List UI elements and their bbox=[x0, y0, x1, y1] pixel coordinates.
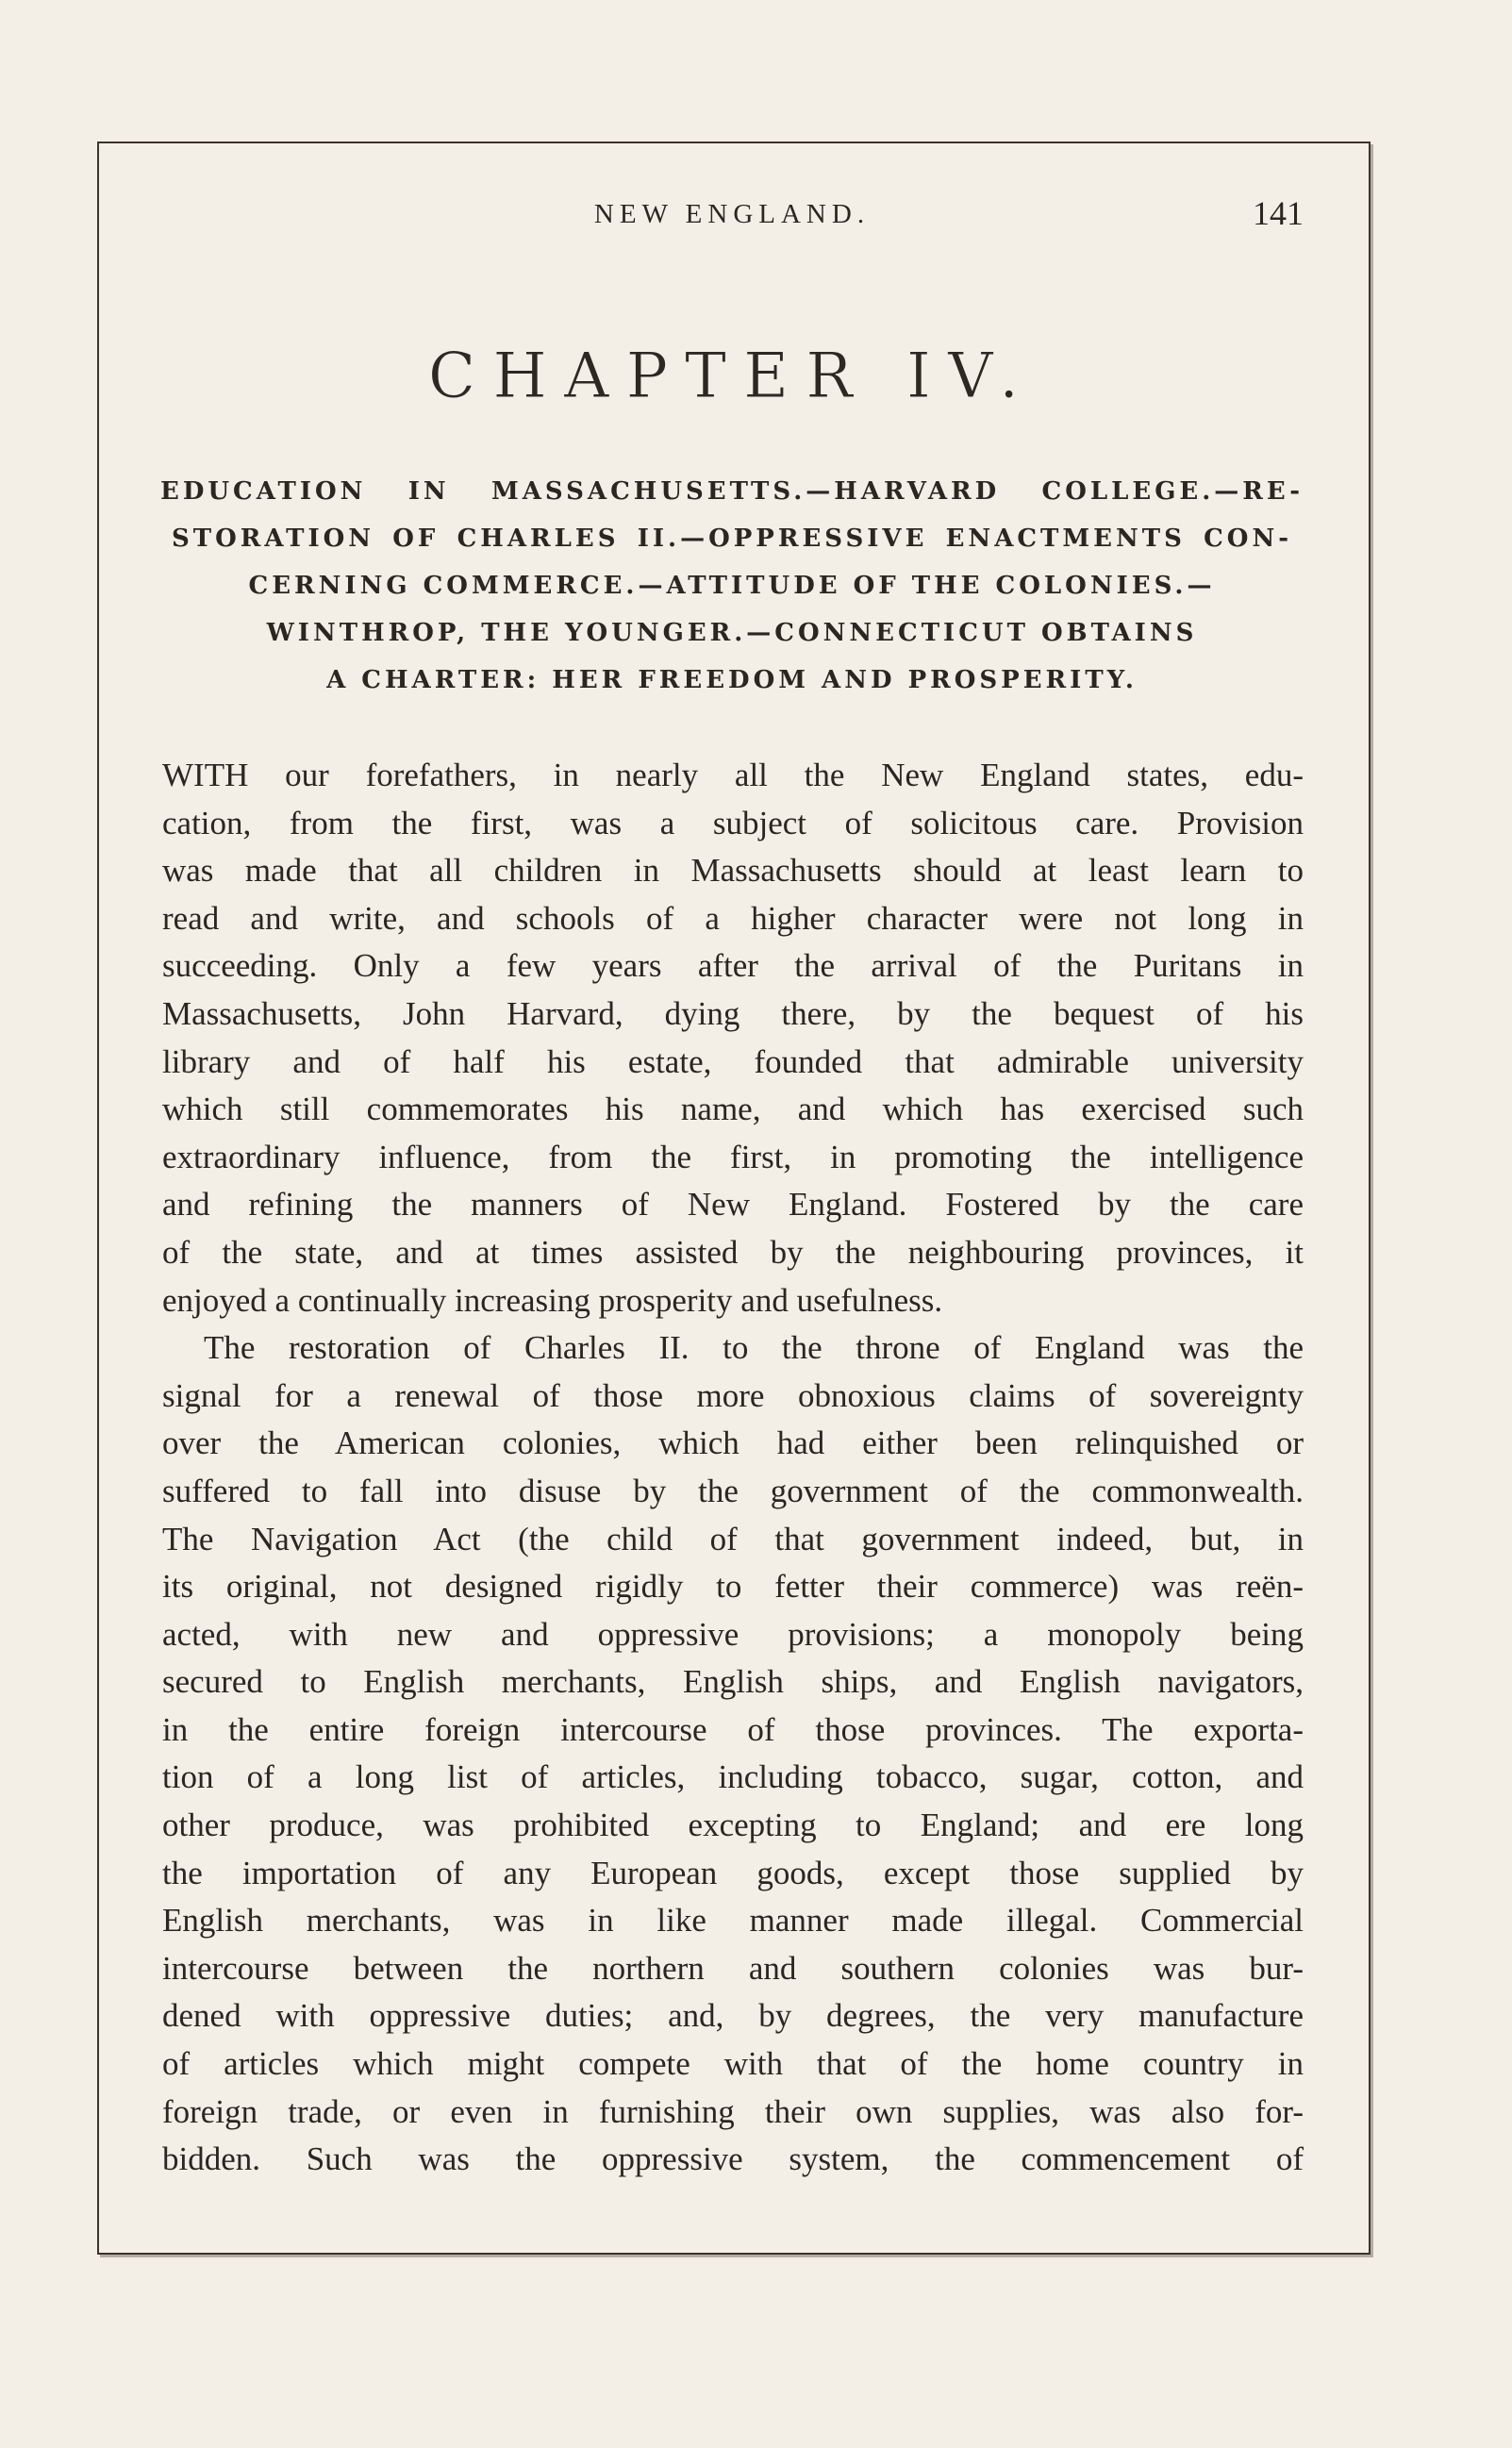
body-line: tion of a long list of articles, including tobacco, sugar, cotton, and bbox=[162, 1758, 1304, 1796]
chapter-synopsis bbox=[160, 468, 1304, 704]
body-line: cation, from the first, was a subject of solicitous care. Provision bbox=[162, 804, 1304, 841]
drop-word: WITH bbox=[162, 757, 249, 793]
body-line: extraordinary influence, from the first, in promoting the intelligence bbox=[162, 1138, 1304, 1175]
running-head bbox=[160, 193, 1304, 241]
body-line: dened with oppressive duties; and, by degrees, the very manufacture bbox=[162, 1997, 1304, 2035]
body-line: Massachusetts, John Harvard, dying there, by the bequest of his bbox=[162, 994, 1304, 1032]
body-line: in the entire foreign intercourse of those provinces. The exporta- bbox=[162, 1710, 1304, 1748]
synopsis-line: WINTHROP, THE YOUNGER.—CONNECTICUT OBTAINS bbox=[266, 619, 1198, 647]
synopsis-line: A CHARTER: HER FREEDOM AND PROSPERITY. bbox=[326, 666, 1138, 694]
body-line: The Navigation Act (the child of that government indeed, but, in bbox=[162, 1520, 1304, 1557]
running-title: NEW ENGLAND. bbox=[593, 199, 871, 229]
body-line: the importation of any European goods, except those supplied by bbox=[162, 1854, 1304, 1891]
body-text bbox=[162, 752, 1304, 2184]
body-line: secured to English merchants, English ships, and English navigators, bbox=[162, 1663, 1304, 1701]
body-line: read and write, and schools of a higher character were not long in bbox=[162, 899, 1304, 937]
body-line: of articles which might compete with that of the home country in bbox=[162, 2045, 1304, 2083]
body-line: bidden. Such was the oppressive system, the commencement of bbox=[162, 2140, 1304, 2178]
synopsis-line: CERNING COMMERCE.—ATTITUDE OF THE COLONIES.— bbox=[248, 572, 1216, 600]
page-number: 141 bbox=[1253, 194, 1304, 232]
body-line: enjoyed a continually increasing prosperity and usefulness. bbox=[162, 1281, 943, 1319]
body-line: suffered to fall into disuse by the government of the commonwealth. bbox=[162, 1472, 1304, 1509]
synopsis-line: EDUCATION IN MASSACHUSETTS.—HARVARD COLLEGE.—RE- bbox=[160, 477, 1304, 506]
body-line: over the American colonies, which had either been relinquished or bbox=[162, 1424, 1304, 1462]
body-line: WITH our forefathers, in nearly all the New England states, edu- bbox=[162, 757, 1304, 793]
body-line: library and of half his estate, founded that admirable university bbox=[162, 1042, 1304, 1080]
body-line: intercourse between the northern and southern colonies was bur- bbox=[162, 1949, 1304, 1987]
body-line: was made that all children in Massachusetts should at least learn to bbox=[162, 852, 1304, 890]
body-line: of the state, and at times assisted by the neighbouring provinces, it bbox=[162, 1233, 1304, 1271]
body-line: succeeding. Only a few years after the arrival of the Puritans in bbox=[162, 947, 1304, 985]
body-line: which still commemorates his name, and which has exercised such bbox=[162, 1091, 1304, 1128]
body-line: English merchants, was in like manner made illegal. Commercial bbox=[162, 1902, 1304, 1940]
body-line: foreign trade, or even in furnishing their own supplies, was also for- bbox=[162, 2092, 1304, 2130]
synopsis-line: STORATION OF CHARLES II.—OPPRESSIVE ENACTMENTS CON- bbox=[172, 525, 1292, 553]
body-line: and refining the manners of New England. Fostered by the care bbox=[162, 1186, 1304, 1224]
body-line: acted, with new and oppressive provisions; a monopoly being bbox=[162, 1615, 1304, 1653]
body-line: The restoration of Charles II. to the throne of England was the bbox=[204, 1329, 1304, 1367]
body-line: signal for a renewal of those more obnoxious claims of sovereignty bbox=[162, 1376, 1304, 1414]
body-line: its original, not designed rigidly to fetter their commerce) was reën- bbox=[162, 1568, 1304, 1606]
body-line: other produce, was prohibited excepting to England; and ere long bbox=[162, 1807, 1304, 1844]
chapter-title: CHAPTER IV. bbox=[427, 340, 1037, 412]
